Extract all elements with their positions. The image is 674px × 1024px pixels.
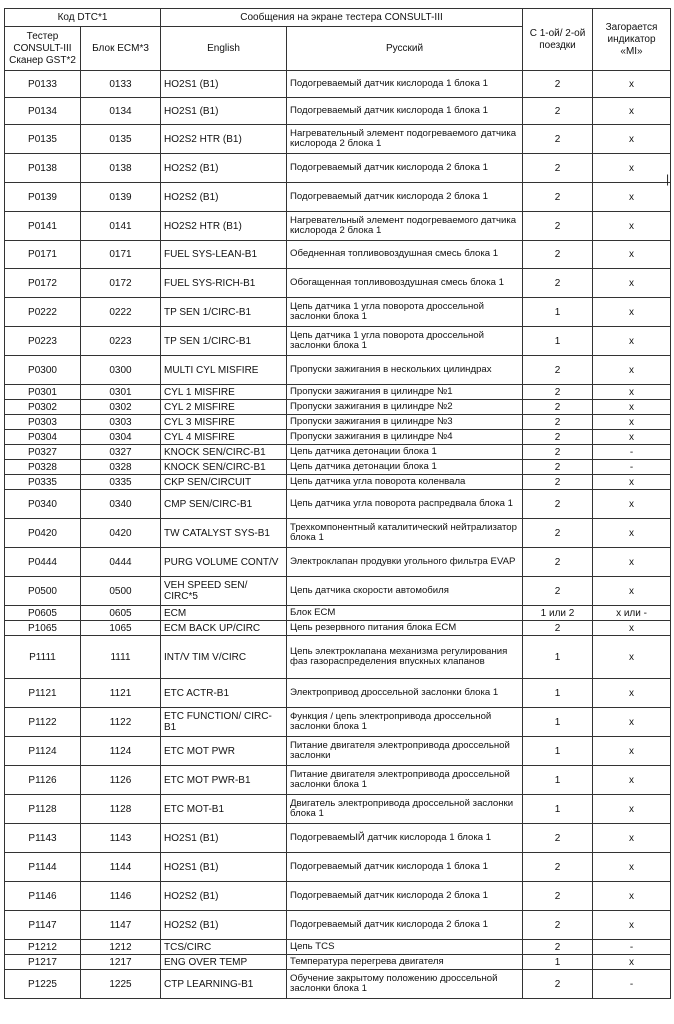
mil-cell: x	[593, 548, 671, 577]
trip-cell: 2	[523, 212, 593, 241]
russian-message-cell: Электроклапан продувки угольного фильтра EVAP	[287, 548, 523, 577]
ecm-block-cell: 0171	[81, 241, 161, 269]
ecm-block-cell: 0335	[81, 475, 161, 490]
trip-cell: 2	[523, 445, 593, 460]
table-body	[5, 71, 671, 999]
russian-message-cell: Питание двигателя электропривода дроссельной заслонки	[287, 737, 523, 766]
english-message-cell: TCS/CIRC	[161, 940, 287, 955]
mil-cell: x	[593, 241, 671, 269]
english-message-cell: HO2S2 HTR (B1)	[161, 212, 287, 241]
trip-cell: 2	[523, 269, 593, 298]
mil-cell: x или -	[593, 606, 671, 621]
trip-cell: 2	[523, 911, 593, 940]
english-message-cell: FUEL SYS-LEAN-B1	[161, 241, 287, 269]
trip-cell: 2	[523, 154, 593, 183]
dtc-code-cell: P1217	[5, 955, 81, 970]
trip-cell: 1	[523, 795, 593, 824]
russian-message-cell: Нагревательный элемент подогреваемого датчика кислорода 2 блока 1	[287, 212, 523, 241]
english-message-cell: ETC MOT PWR	[161, 737, 287, 766]
ecm-block-cell: 0340	[81, 490, 161, 519]
mil-cell: x	[593, 327, 671, 356]
dtc-code-cell: P1065	[5, 621, 81, 636]
ecm-block-cell: 0420	[81, 519, 161, 548]
dtc-code-cell: P0444	[5, 548, 81, 577]
russian-message-cell: Цепь датчика угла поворота коленвала	[287, 475, 523, 490]
english-message-cell: CYL 4 MISFIRE	[161, 430, 287, 445]
russian-message-cell: Пропуски зажигания в цилиндре №2	[287, 400, 523, 415]
russian-message-cell: Цепь датчика угла поворота распредвала блока 1	[287, 490, 523, 519]
russian-message-cell: Подогреваемый датчик кислорода 2 блока 1	[287, 183, 523, 212]
russian-message-cell: Подогреваемый датчик кислорода 2 блока 1	[287, 154, 523, 183]
ecm-block-cell: 0134	[81, 98, 161, 125]
mil-cell: x	[593, 636, 671, 679]
russian-message-cell: Подогреваемый датчик кислорода 1 блока 1	[287, 98, 523, 125]
dtc-code-cell: P0301	[5, 385, 81, 400]
table-row	[5, 98, 671, 125]
russian-message-cell: Цепь датчика 1 угла поворота дроссельной заслонки блока 1	[287, 327, 523, 356]
table-row	[5, 636, 671, 679]
table-row	[5, 795, 671, 824]
table-row	[5, 269, 671, 298]
russian-message-cell: ПодогреваемЫЙ датчик кислорода 1 блока 1	[287, 824, 523, 853]
ecm-block-cell: 0133	[81, 71, 161, 98]
dtc-code-cell: P0304	[5, 430, 81, 445]
english-message-cell: TP SEN 1/CIRC-B1	[161, 327, 287, 356]
margin-mark: |	[666, 172, 670, 186]
dtc-code-cell: P0303	[5, 415, 81, 430]
russian-message-cell: Пропуски зажигания в цилиндре №1	[287, 385, 523, 400]
table-row	[5, 955, 671, 970]
dtc-code-cell: P0327	[5, 445, 81, 460]
ecm-block-cell: 1126	[81, 766, 161, 795]
english-message-cell: HO2S1 (B1)	[161, 824, 287, 853]
trip-cell: 1	[523, 766, 593, 795]
table-row	[5, 577, 671, 606]
trip-header: С 1-ой/ 2-ой поездки	[523, 9, 593, 71]
table-row	[5, 212, 671, 241]
trip-cell: 1	[523, 298, 593, 327]
dtc-code-cell: P1128	[5, 795, 81, 824]
table-row	[5, 621, 671, 636]
ecm-block-cell: 1144	[81, 853, 161, 882]
dtc-code-cell: P0172	[5, 269, 81, 298]
dtc-code-cell: P1121	[5, 679, 81, 708]
ecm-block-cell: 1122	[81, 708, 161, 737]
ecm-block-cell: 0300	[81, 356, 161, 385]
russian-message-cell: Цепь электроклапана механизма регулирования фаз газораспределения впускных клапанов	[287, 636, 523, 679]
russian-message-cell: Подогреваемый датчик кислорода 1 блока 1	[287, 853, 523, 882]
table-row	[5, 911, 671, 940]
dtc-code-cell: P0420	[5, 519, 81, 548]
mil-cell: x	[593, 356, 671, 385]
mil-cell: x	[593, 824, 671, 853]
consult-gst-header: Тестер CONSULT-III Сканер GST*2	[5, 27, 81, 71]
dtc-code-cell: P0133	[5, 71, 81, 98]
dtc-code-header: Код DTC*1	[5, 9, 161, 27]
table-row	[5, 327, 671, 356]
english-message-cell: HO2S2 (B1)	[161, 183, 287, 212]
trip-cell: 2	[523, 853, 593, 882]
russian-message-cell: Обучение закрытому положению дроссельной заслонки блока 1	[287, 970, 523, 999]
table-row	[5, 824, 671, 853]
russian-message-cell: Подогреваемый датчик кислорода 2 блока 1	[287, 882, 523, 911]
trip-cell: 2	[523, 621, 593, 636]
trip-cell: 2	[523, 490, 593, 519]
mil-cell: x	[593, 269, 671, 298]
ecm-block-cell: 0172	[81, 269, 161, 298]
table-row	[5, 853, 671, 882]
table-row	[5, 882, 671, 911]
english-message-cell: HO2S2 (B1)	[161, 911, 287, 940]
russian-message-cell: Пропуски зажигания в цилиндре №4	[287, 430, 523, 445]
table-row	[5, 125, 671, 154]
ecm-block-cell: 0328	[81, 460, 161, 475]
russian-message-cell: Цепь датчика 1 угла поворота дроссельной заслонки блока 1	[287, 298, 523, 327]
ecm-block-cell: 1147	[81, 911, 161, 940]
ecm-block-cell: 0444	[81, 548, 161, 577]
russian-message-cell: Температура перегрева двигателя	[287, 955, 523, 970]
table-row	[5, 708, 671, 737]
english-message-cell: MULTI CYL MISFIRE	[161, 356, 287, 385]
english-message-cell: INT/V TIM V/CIRC	[161, 636, 287, 679]
dtc-code-table	[4, 8, 671, 999]
table-header	[5, 9, 671, 71]
table-row	[5, 460, 671, 475]
dtc-code-cell: P1122	[5, 708, 81, 737]
mil-cell: x	[593, 679, 671, 708]
dtc-code-cell: P0302	[5, 400, 81, 415]
dtc-code-cell: P1147	[5, 911, 81, 940]
ecm-block-cell: 0139	[81, 183, 161, 212]
table-row	[5, 519, 671, 548]
mil-cell: x	[593, 519, 671, 548]
russian-message-cell: Электропривод дроссельной заслонки блока 1	[287, 679, 523, 708]
mil-cell: x	[593, 490, 671, 519]
ecm-block-cell: 0141	[81, 212, 161, 241]
russian-message-cell: Цепь резервного питания блока ECM	[287, 621, 523, 636]
table-row	[5, 430, 671, 445]
dtc-code-cell: P0134	[5, 98, 81, 125]
table-row	[5, 400, 671, 415]
russian-message-cell: Пропуски зажигания в нескольких цилиндрах	[287, 356, 523, 385]
mil-cell: x	[593, 911, 671, 940]
english-message-cell: HO2S2 (B1)	[161, 882, 287, 911]
dtc-code-cell: P0171	[5, 241, 81, 269]
english-message-cell: ETC ACTR-B1	[161, 679, 287, 708]
dtc-code-cell: P1225	[5, 970, 81, 999]
trip-cell: 2	[523, 183, 593, 212]
mil-cell: x	[593, 766, 671, 795]
ecm-block-cell: 0222	[81, 298, 161, 327]
mil-cell: x	[593, 430, 671, 445]
english-header: English	[161, 27, 287, 71]
russian-message-cell: Функция / цепь электропривода дроссельной заслонки блока 1	[287, 708, 523, 737]
russian-message-cell: Обедненная топливовоздушная смесь блока 1	[287, 241, 523, 269]
dtc-code-cell: P0605	[5, 606, 81, 621]
english-message-cell: ETC FUNCTION/ CIRC-B1	[161, 708, 287, 737]
english-message-cell: PURG VOLUME CONT/V	[161, 548, 287, 577]
trip-cell: 2	[523, 385, 593, 400]
russian-message-cell: Подогреваемый датчик кислорода 1 блока 1	[287, 71, 523, 98]
table-row	[5, 490, 671, 519]
table-row	[5, 445, 671, 460]
russian-header: Русский	[287, 27, 523, 71]
mil-cell: -	[593, 970, 671, 999]
dtc-code-cell: P1212	[5, 940, 81, 955]
trip-cell: 2	[523, 241, 593, 269]
dtc-code-cell: P0340	[5, 490, 81, 519]
mil-cell: x	[593, 71, 671, 98]
table-row	[5, 475, 671, 490]
table-row	[5, 940, 671, 955]
mil-cell: x	[593, 737, 671, 766]
ecm-block-cell: 1128	[81, 795, 161, 824]
mil-cell: x	[593, 955, 671, 970]
ecm-block-cell: 0605	[81, 606, 161, 621]
russian-message-cell: Обогащенная топливовоздушная смесь блока 1	[287, 269, 523, 298]
dtc-code-cell: P0335	[5, 475, 81, 490]
trip-cell: 2	[523, 71, 593, 98]
trip-cell: 2	[523, 882, 593, 911]
table-row	[5, 415, 671, 430]
ecm-block-cell: 0303	[81, 415, 161, 430]
ecm-block-cell: 1146	[81, 882, 161, 911]
english-message-cell: HO2S2 (B1)	[161, 154, 287, 183]
trip-cell: 2	[523, 577, 593, 606]
table-row	[5, 183, 671, 212]
dtc-code-cell: P0138	[5, 154, 81, 183]
russian-message-cell: Цепь TCS	[287, 940, 523, 955]
trip-cell: 1	[523, 679, 593, 708]
mil-cell: x	[593, 183, 671, 212]
table-row	[5, 548, 671, 577]
mil-cell: x	[593, 708, 671, 737]
dtc-code-cell: P1111	[5, 636, 81, 679]
table-row	[5, 154, 671, 183]
english-message-cell: ENG OVER TEMP	[161, 955, 287, 970]
mil-cell: x	[593, 125, 671, 154]
english-message-cell: VEH SPEED SEN/ CIRC*5	[161, 577, 287, 606]
mil-cell: -	[593, 940, 671, 955]
english-message-cell: HO2S1 (B1)	[161, 98, 287, 125]
dtc-code-cell: P1126	[5, 766, 81, 795]
dtc-code-cell: P0223	[5, 327, 81, 356]
russian-message-cell: Подогреваемый датчик кислорода 2 блока 1	[287, 911, 523, 940]
mil-cell: x	[593, 882, 671, 911]
ecm-block-cell: 1124	[81, 737, 161, 766]
english-message-cell: ETC MOT-B1	[161, 795, 287, 824]
trip-cell: 1 или 2	[523, 606, 593, 621]
mil-cell: x	[593, 853, 671, 882]
trip-cell: 2	[523, 98, 593, 125]
dtc-code-cell: P1144	[5, 853, 81, 882]
ecm-block-cell: 1217	[81, 955, 161, 970]
russian-message-cell: Цепь датчика детонации блока 1	[287, 460, 523, 475]
english-message-cell: ETC MOT PWR-B1	[161, 766, 287, 795]
english-message-cell: CKP SEN/CIRCUIT	[161, 475, 287, 490]
table-row	[5, 356, 671, 385]
table-row	[5, 679, 671, 708]
mil-cell: x	[593, 212, 671, 241]
english-message-cell: HO2S2 HTR (B1)	[161, 125, 287, 154]
mil-cell: x	[593, 577, 671, 606]
russian-message-cell: Цепь датчика скорости автомобиля	[287, 577, 523, 606]
dtc-code-cell: P1146	[5, 882, 81, 911]
russian-message-cell: Нагревательный элемент подогреваемого датчика кислорода 2 блока 1	[287, 125, 523, 154]
mil-cell: x	[593, 154, 671, 183]
dtc-code-cell: P1124	[5, 737, 81, 766]
trip-cell: 2	[523, 356, 593, 385]
trip-cell: 2	[523, 125, 593, 154]
ecm-block-cell: 1111	[81, 636, 161, 679]
russian-message-cell: Трехкомпонентный каталитический нейтрализатор блока 1	[287, 519, 523, 548]
english-message-cell: HO2S1 (B1)	[161, 71, 287, 98]
mil-cell: x	[593, 475, 671, 490]
mil-cell: x	[593, 621, 671, 636]
russian-message-cell: Питание двигателя электропривода дроссельной заслонки блока 1	[287, 766, 523, 795]
english-message-cell: ECM BACK UP/CIRC	[161, 621, 287, 636]
mil-cell: x	[593, 795, 671, 824]
trip-cell: 1	[523, 955, 593, 970]
mil-cell: x	[593, 385, 671, 400]
trip-cell: 2	[523, 475, 593, 490]
table-row	[5, 298, 671, 327]
table-row	[5, 737, 671, 766]
mil-cell: x	[593, 298, 671, 327]
mil-cell: -	[593, 460, 671, 475]
english-message-cell: TP SEN 1/CIRC-B1	[161, 298, 287, 327]
table-row	[5, 606, 671, 621]
english-message-cell: ECM	[161, 606, 287, 621]
english-message-cell: CYL 2 MISFIRE	[161, 400, 287, 415]
trip-cell: 1	[523, 708, 593, 737]
ecm-block-cell: 0500	[81, 577, 161, 606]
ecm-block-cell: 0301	[81, 385, 161, 400]
ecm-block-cell: 0138	[81, 154, 161, 183]
dtc-code-cell: P0141	[5, 212, 81, 241]
dtc-code-cell: P0222	[5, 298, 81, 327]
trip-cell: 2	[523, 430, 593, 445]
english-message-cell: CTP LEARNING-B1	[161, 970, 287, 999]
trip-cell: 2	[523, 970, 593, 999]
table-row	[5, 385, 671, 400]
english-message-cell: TW CATALYST SYS-B1	[161, 519, 287, 548]
ecm-block-cell: 0304	[81, 430, 161, 445]
trip-cell: 2	[523, 460, 593, 475]
trip-cell: 2	[523, 400, 593, 415]
ecm-block-cell: 1065	[81, 621, 161, 636]
trip-cell: 2	[523, 548, 593, 577]
ecm-block-cell: 0327	[81, 445, 161, 460]
english-message-cell: KNOCK SEN/CIRC-B1	[161, 445, 287, 460]
dtc-code-cell: P0139	[5, 183, 81, 212]
english-message-cell: KNOCK SEN/CIRC-B1	[161, 460, 287, 475]
ecm-block-cell: 1225	[81, 970, 161, 999]
russian-message-cell: Двигатель электропривода дроссельной заслонки блока 1	[287, 795, 523, 824]
russian-message-cell: Блок ECM	[287, 606, 523, 621]
english-message-cell: CYL 1 MISFIRE	[161, 385, 287, 400]
english-message-cell: CYL 3 MISFIRE	[161, 415, 287, 430]
mil-cell: -	[593, 445, 671, 460]
ecm-block-cell: 0135	[81, 125, 161, 154]
english-message-cell: CMP SEN/CIRC-B1	[161, 490, 287, 519]
table-row	[5, 241, 671, 269]
mil-header: Загорается индикатор «MI»	[593, 9, 671, 71]
table-row	[5, 766, 671, 795]
dtc-code-cell: P0135	[5, 125, 81, 154]
tester-messages-header: Сообщения на экране тестера CONSULT-III	[161, 9, 523, 27]
table-row	[5, 970, 671, 999]
ecm-block-cell: 1212	[81, 940, 161, 955]
dtc-code-cell: P0500	[5, 577, 81, 606]
ecm-block-header: Блок ECM*3	[81, 27, 161, 71]
dtc-code-cell: P0328	[5, 460, 81, 475]
russian-message-cell: Пропуски зажигания в цилиндре №3	[287, 415, 523, 430]
trip-cell: 2	[523, 519, 593, 548]
mil-cell: x	[593, 415, 671, 430]
trip-cell: 2	[523, 940, 593, 955]
table-row	[5, 71, 671, 98]
trip-cell: 1	[523, 327, 593, 356]
ecm-block-cell: 1121	[81, 679, 161, 708]
dtc-code-cell: P1143	[5, 824, 81, 853]
trip-cell: 2	[523, 415, 593, 430]
mil-cell: x	[593, 98, 671, 125]
trip-cell: 1	[523, 636, 593, 679]
russian-message-cell: Цепь датчика детонации блока 1	[287, 445, 523, 460]
ecm-block-cell: 0302	[81, 400, 161, 415]
english-message-cell: HO2S1 (B1)	[161, 853, 287, 882]
ecm-block-cell: 0223	[81, 327, 161, 356]
mil-cell: x	[593, 400, 671, 415]
trip-cell: 2	[523, 824, 593, 853]
trip-cell: 1	[523, 737, 593, 766]
ecm-block-cell: 1143	[81, 824, 161, 853]
dtc-code-cell: P0300	[5, 356, 81, 385]
english-message-cell: FUEL SYS-RICH-B1	[161, 269, 287, 298]
